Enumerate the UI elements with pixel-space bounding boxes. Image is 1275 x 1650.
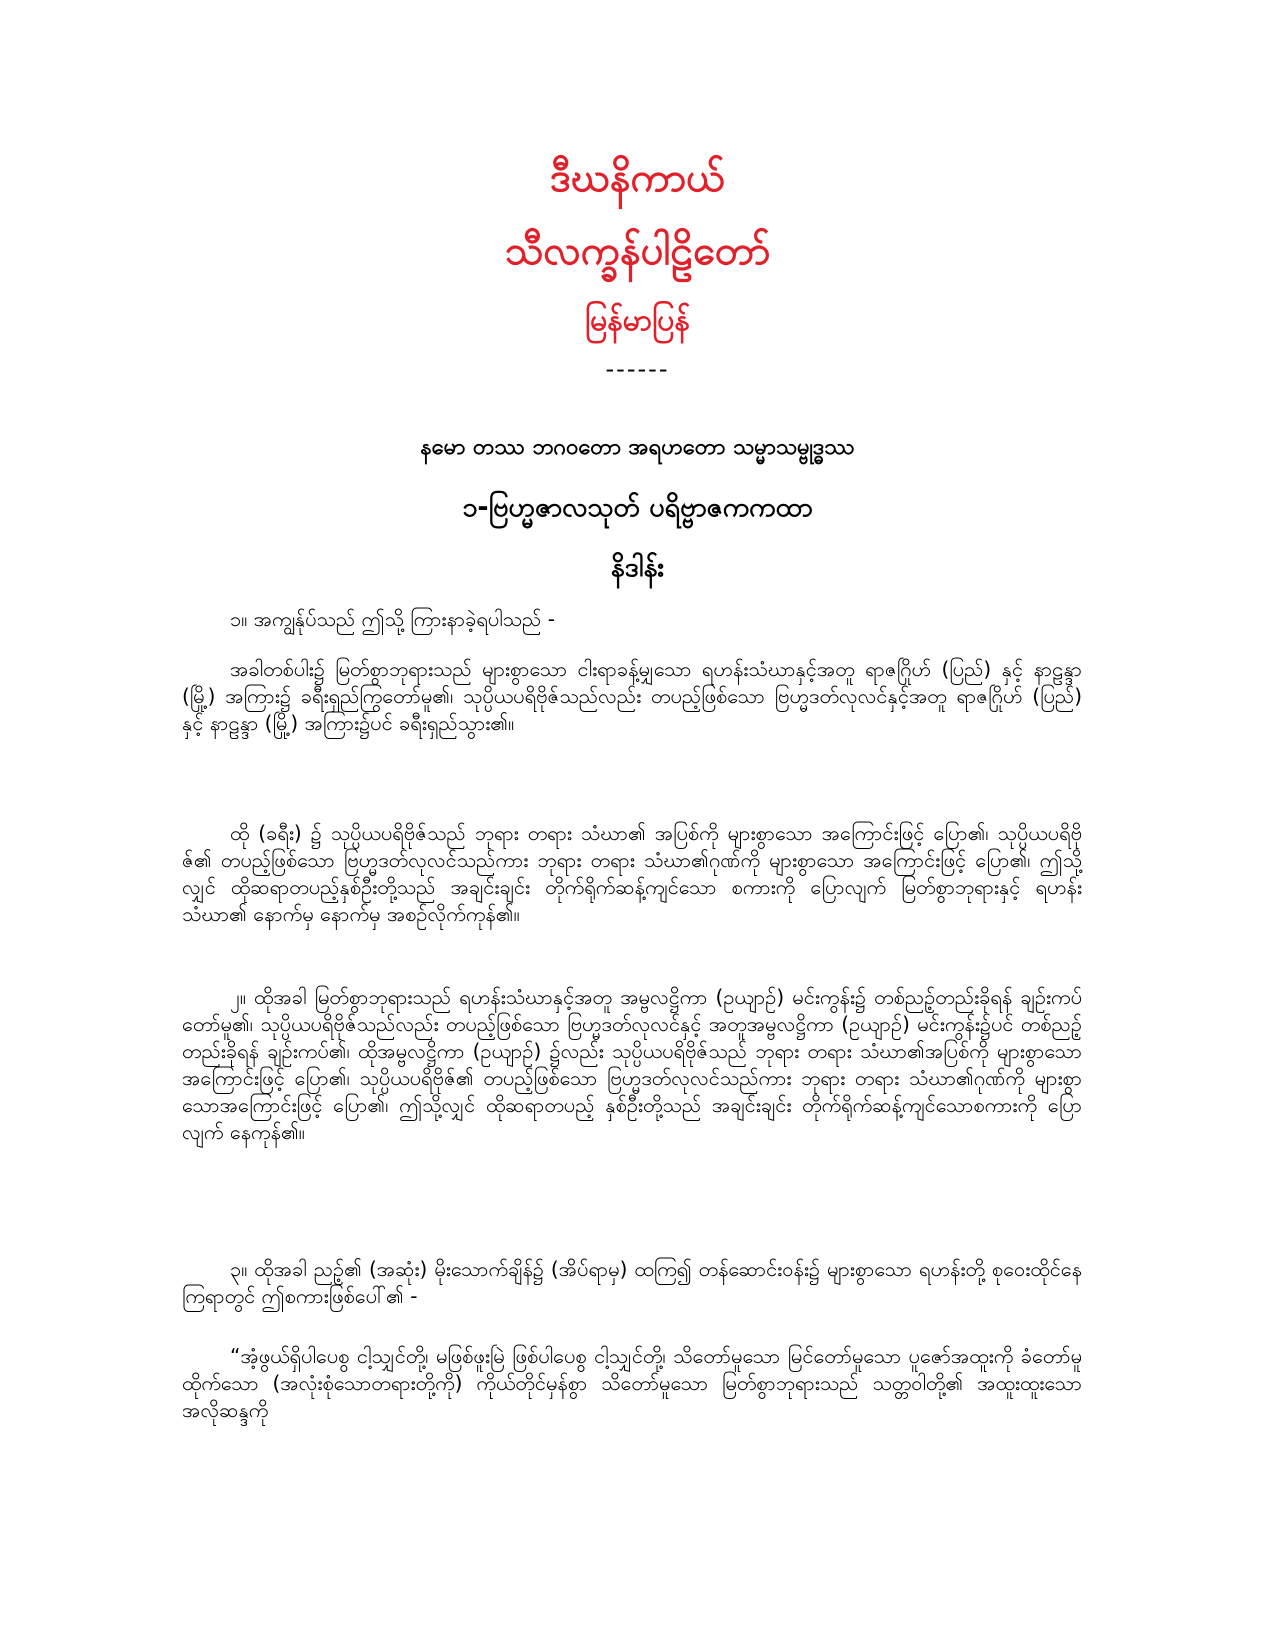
book-title: သီလက္ခန်ပါဠိတော် — [504, 228, 771, 274]
paragraph-1: ၁။ အကျွန်ုပ်သည် ဤသို့ ကြားနာခဲ့ရပါသည် - — [230, 607, 555, 631]
paragraph-2: အခါတစ်ပါး၌ မြတ်စွာဘုရားသည် များစွာသော ငါးရာခန့်မျှသော ရဟန်းသံဃာနှင့်အတူ ရာဇဂြိုဟ် (ပြည်) နှင့် နာဠန္ဒာ (မြို့) အကြား၌ ခရီးရှည်ကြွတော်မူ၏၊ သုပ္ပိယပရိဗိုဇ်သည်လည်း တပည့်ဖြစ်သော ဗြဟ္မဒတ်လုလင်နှင့်အတူ ရာဇဂြိုဟ် (ပြည်) နှင့် နာဠန္ဒာ (မြို့) အကြား၌ပင် ခရီးရှည်သွား၏။ — [182, 657, 1082, 735]
translation-label: မြန်မာပြန် — [585, 303, 690, 338]
homage-line: နမော တဿ ဘဂဝတော အရဟတော သမ္မာသမ္ဗုဒ္ဓဿ — [420, 435, 855, 460]
section-heading: နိဒါန်း — [610, 552, 665, 583]
paragraph-6: “အံ့ဖွယ်ရှိပါပေစွ ငါ့သျှင်တို့၊ မဖြစ်ဖူးမြဲ ဖြစ်ပါပေစွ ငါ့သျှင်တို့၊ သိတော်မူသော မြင်တော်မူသော ပူဇော်အထူးကို ခံတော်မူထိုက်သော (အလုံးစုံသောတရားတို့ကို) ကိုယ်တိုင်မှန်စွာ သိတော်မူသော မြတ်စွာဘုရားသည် သတ္တဝါတို့၏ အထူးထူးသော အလိုဆန္ဒကို — [182, 1344, 1082, 1422]
separator-rule: ------ — [605, 355, 670, 383]
sutta-heading: ၁-ဗြဟ္မဇာလသုတ် ပရိဗ္ဗာဇကကထာ — [462, 492, 813, 523]
paragraph-3: ထို (ခရီး) ၌ သုပ္ပိယပရိဗိုဇ်သည် ဘုရား တရား သံဃာ၏ အပြစ်ကို များစွာသော အကြောင်းဖြင့် ပြော၏၊ သုပ္ပိယပရိဗိုဇ်၏ တပည့်ဖြစ်သော ဗြဟ္မဒတ်လုလင်သည်ကား ဘုရား တရား သံဃာ၏ဂုဏ်ကို များစွာသော အကြောင်းဖြင့် ပြော၏၊ ဤသို့လျှင် ထိုဆရာတပည့်နှစ်ဦးတို့သည် အချင်းချင်း တိုက်ရိုက်ဆန့်ကျင်သော စကားကို ပြောလျက် မြတ်စွာဘုရားနှင့် ရဟန်းသံဃာ၏ နောက်မှ နောက်မှ အစဉ်လိုက်ကုန်၏။ — [182, 821, 1082, 926]
collection-title: ဒီဃနိကာယ် — [550, 155, 725, 201]
paragraph-5: ၃။ ထိုအခါ ညဉ့်၏ (အဆုံး) မိုးသောက်ချိန်၌ (အိပ်ရာမှ) ထကြ၍ တန်ဆောင်းဝန်း၌ များစွာသော ရဟန်းတို့ စုဝေးထိုင်နေကြရာတွင် ဤစကားဖြစ်ပေါ်၏ - — [182, 1257, 1082, 1308]
paragraph-4: ၂။ ထိုအခါ မြတ်စွာဘုရားသည် ရဟန်းသံဃာနှင့်အတူ အမ္ဗလဋ္ဌိကာ (ဥယျာဉ်) မင်းကွန်း၌ တစ်ညဉ့်တည်းခိုရန် ချဉ်းကပ်တော်မူ၏၊ သုပ္ပိယပရိဗိုဇ်သည်လည်း တပည့်ဖြစ်သော ဗြဟ္မဒတ်လုလင်နှင့် အတူအမ္ဗလဋ္ဌိကာ (ဥယျာဉ်) မင်းကွန်း၌ပင် တစ်ညဉ့်တည်းခိုရန် ချဉ်းကပ်၏၊ ထိုအမ္ဗလဋ္ဌိကာ (ဥယျာဉ်) ၌လည်း သုပ္ပိယပရိဗိုဇ်သည် ဘုရား တရား သံဃာ၏အပြစ်ကို များစွာသောအကြောင်းဖြင့် ပြော၏၊ သုပ္ပိယပရိဗိုဇ်၏ တပည့်ဖြစ်သော ဗြဟ္မဒတ်လုလင်သည်ကား ဘုရား တရား သံဃာ၏ဂုဏ်ကို များစွာသောအကြောင်းဖြင့် ပြော၏၊ ဤသို့လျှင် ထိုဆရာတပည့် နှစ်ဦးတို့သည် အချင်းချင်း တိုက်ရိုက်ဆန့်ကျင်သောစကားကို ပြောလျက် နေကုန်၏။ — [182, 985, 1082, 1144]
